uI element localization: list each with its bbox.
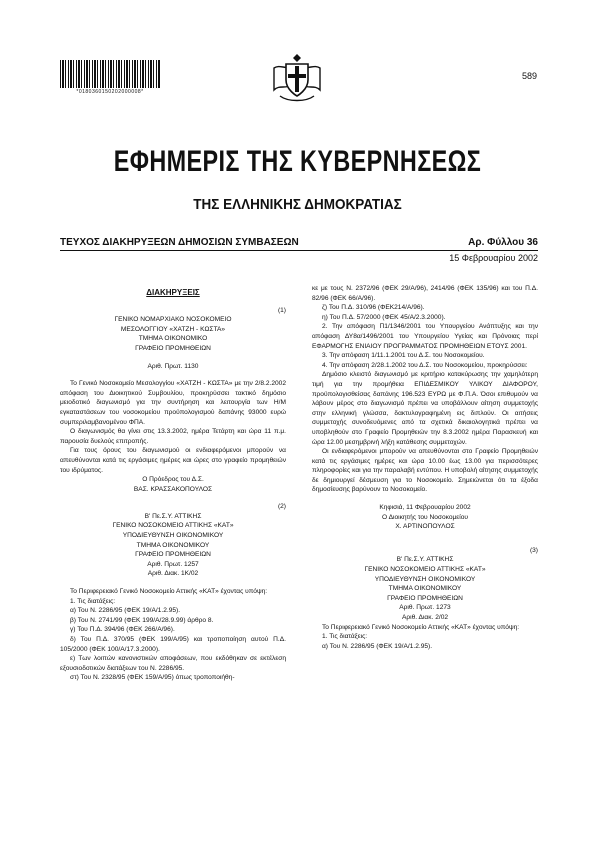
left-column (60, 288, 286, 683)
org-line: ΥΠΟΔΙΕΥΘΥΝΣΗ ΟΙΚΟΝΟΜΙΚΟΥ (122, 532, 224, 540)
right-column (312, 284, 538, 651)
tender-number: Αριθ. Διακ. 2/02 (401, 614, 449, 621)
issue-name: ΤΕΥΧΟΣ ΔΙΑΚΗΡΥΞΕΩΝ ΔΗΜΟΣΙΩΝ ΣΥΜΒΑΣΕΩΝ (60, 237, 299, 248)
issue-date: 15 Φεβρουαρίου 2002 (449, 253, 538, 263)
org-line: ΓΕΝΙΚΟ ΝΟΣΟΚΟΜΕΙΟ ΑΤΤΙΚΗΣ «ΚΑΤ» (112, 522, 234, 530)
legal-item: ζ) Του Π.Δ. 310/96 (ΦΕΚ214/Α/96). (322, 304, 425, 312)
legal-item: 2. Την απόφαση Π1/1346/2001 του Υπουργείου Ανάπτυξης και την απόφαση ΔΥ8α/1496/2001 του Υπουργείου Υγείας και Πρόνοιας περί ΕΦΑΡΜΟΓΗΣ ΕΝΙΑΙΟΥ ΠΡΟΓΡΑΜΜΑΤΟΣ ΠΡΟΜΗΘΕΙΩΝ ΕΤΟΥΣ 2001. (312, 323, 538, 350)
legal-item: στ) Του Ν. 2328/95 (ΦΕΚ 159/Α/95) όπως τροποποιήθη- (70, 674, 235, 682)
notice-number: (2) (277, 503, 286, 511)
barcode (60, 60, 160, 88)
org-line: ΤΜΗΜΑ ΟΙΚΟΝΟΜΙΚΟΥ (388, 585, 462, 593)
protocol-number: Αριθ. Πρωτ. 1257 (147, 560, 199, 568)
legal-item: κε με τους Ν. 2372/96 (ΦΕΚ 29/Α/96), 2414/96 (ΦΕΚ 135/96) και του Π.Δ. 82/96 (ΦΕΚ 66/Α/96). (312, 285, 538, 302)
notice-paragraph: Οι ενδιαφερόμενοι μπορούν να απευθύνονται στο Γραφείο Προμηθειών κατά τις εργάσιμες ημέρες και ώρα 10.00 έως 13.00 για περισσότερες πληροφορίες και για την παραλαβή εντύπου. Η υποβολή αίτησης συμμετοχής δε δημιουργεί δέσμευση για το Νοσοκομείο. Σημειώνεται ότι τα έξοδα δημοσίευσης βαρύνουν το Νοσοκομείο. (312, 448, 538, 494)
notice-intro: Το Περιφερειακό Γενικό Νοσοκομείο Αττικής «ΚΑΤ» έχοντας υπόψη: (322, 623, 520, 631)
legal-item: 4. Την απόφαση 2/28.1.2002 του Δ.Σ. του Νοσοκομείου, προκηρύσσει: (322, 361, 528, 369)
gazette-subtitle: ΤΗΣ ΕΛΛΗΝΙΚΗΣ ΔΗΜΟΚΡΑΤΙΑΣ (193, 196, 402, 213)
org-line: ΓΕΝΙΚΟ ΝΟΜΑΡΧΙΑΚΟ ΝΟΣΟΚΟΜΕΙΟ (114, 316, 232, 324)
gazette-title: ΕΦΗΜΕΡΙΣ ΤΗΣ ΚΥΒΕΡΝΗΣΕΩΣ (113, 145, 482, 178)
notice-paragraph: Το Γενικό Νοσοκομείο Μεσολογγίου «ΧΑΤΖΗ - ΚΩΣΤΑ» με την 2/8.2.2002 απόφαση του Διοικητικού Συμβουλίου, προκηρύσσει τακτικό δημόσιο μειοδοτικό διαγωνισμό για την συντήρηση και λειτουργία των Η/Μ εγκαταστάσεων του νοσοκομείου προϋπολογισμού δαπάνης 93000 ευρώ συμπεριλαμβανομένου ΦΠΑ. (60, 380, 286, 426)
legal-item: α) Του Ν. 2286/95 (ΦΕΚ 19/Α/1.2.95). (322, 642, 433, 650)
org-line: ΓΡΑΦΕΙΟ ΠΡΟΜΗΘΕΙΩΝ (387, 594, 463, 602)
org-line: ΓΡΑΦΕΙΟ ΠΡΟΜΗΘΕΙΩΝ (135, 551, 211, 559)
page-number: 589 (521, 71, 537, 81)
section-heading: ΔΙΑΚΗΡΥΞΕΙΣ (146, 288, 200, 297)
legal-item: γ) Του Π.Δ. 394/96 (ΦΕΚ 266/Α/96). (70, 626, 175, 634)
org-line: Β' Πε.Σ.Υ. ΑΤΤΙΚΗΣ (144, 512, 202, 520)
org-line: Β' Πε.Σ.Υ. ΑΤΤΙΚΗΣ (396, 556, 454, 564)
notice-paragraph: Ο διαγωνισμός θα γίνει στις 13.3.2002, ημέρα Τετάρτη και ώρα 11 π.μ. παρουσία δυελούς επιτροπής. (60, 428, 286, 445)
org-line: ΥΠΟΔΙΕΥΘΥΝΣΗ ΟΙΚΟΝΟΜΙΚΟΥ (374, 575, 476, 583)
notice-number: (1) (277, 306, 286, 314)
legal-item: α) Του Ν. 2286/95 (ΦΕΚ 19/Α/1.2.95). (70, 607, 181, 615)
signer-role: Ο Διοικητής του Νοσοκομείου (382, 513, 468, 521)
legal-item: ε) Των λοιπών κανονιστικών αποφάσεων, που εκδόθηκαν σε εκτέλεση εξουσιοδοτικών διατάξεων του Ν. 2286/95. (60, 655, 286, 672)
org-line: ΜΕΣΟΛΟΓΓΙΟΥ «ΧΑΤΖΗ - ΚΩΣΤΑ» (120, 325, 226, 333)
legal-item: β) Του Ν. 2741/99 (ΦΕΚ 199/Α/28.9.99) άρθρο 8. (70, 616, 214, 624)
org-line: ΤΜΗΜΑ ΟΙΚΟΝΟΜΙΚΟ (138, 335, 208, 343)
issue-row (60, 237, 538, 248)
legal-item: 1. Τις διατάξεις: (70, 597, 116, 605)
legal-item: 1. Τις διατάξεις: (322, 633, 368, 641)
notice-intro: Το Περιφερειακό Γενικό Νοσοκομείο Αττικής «ΚΑΤ» έχοντας υπόψη: (70, 588, 268, 596)
notice-number: (3) (529, 546, 538, 554)
protocol-number: Αριθ. Πρωτ. 1273 (399, 604, 451, 612)
legal-item: δ) Του Π.Δ. 370/95 (ΦΕΚ 199/Α/95) και τροποποίηση αυτού Π.Δ. 105/2000 (ΦΕΚ 100/Α/17.3.2000). (60, 636, 286, 653)
org-line: ΓΡΑΦΕΙΟ ΠΡΟΜΗΘΕΙΩΝ (135, 344, 211, 352)
org-line: ΓΕΝΙΚΟ ΝΟΣΟΚΟΜΕΙΟ ΑΤΤΙΚΗΣ «ΚΑΤ» (364, 566, 486, 574)
signer-name: ΒΑΣ. ΚΡΑΣΣΑΚΟΠΟΥΛΟΣ (133, 485, 213, 493)
protocol-number: Αριθ. Πρωτ. 1130 (147, 362, 199, 370)
sheet-number: Αρ. Φύλλου 36 (468, 237, 538, 248)
legal-item: 3. Την απόφαση 1/11.1.2001 του Δ.Σ. του Νοσοκομείου. (322, 352, 485, 360)
greek-coat-of-arms-icon (270, 50, 324, 104)
place-date: Κηφισιά, 11 Φεβρουαρίου 2002 (379, 504, 471, 512)
tender-number: Αριθ. Διακ. 1Κ/02 (147, 570, 199, 578)
notice-paragraph: Δημόσιο κλειστό διαγωνισμό με κριτήριο κατακύρωσης την χαμηλότερη τιμή για την προμήθεια ΕΠΙΔΕΣΜΙΚΟΥ ΥΛΙΚΟΥ ΔΙΑΦΟΡΟΥ, προϋπολογισθείσας δαπάνης 196.523 ΕΥΡΩ με Φ.Π.Α. Όσοι επιθυμούν να λάβουν μέρος στο διαγωνισμό πρέπει να υποβάλλουν αίτηση συμμετοχής στην ελληνική γλώσσα, δακτυλογραφημένη εις διπλούν. Οι αιτήσεις συμμετοχής συνοδευόμενες από τα σχετικά δικαιολογητικά πρέπει να υποβληθούν στο Γραφείο Προμηθειών την 8.3.2002 ημέρα Παρασκευή και ώρα 12.00 μεσημβρινή λήξη κατάθεσης συμμετοχών. (312, 371, 538, 446)
org-line: ΤΜΗΜΑ ΟΙΚΟΝΟΜΙΚΟΥ (136, 541, 210, 549)
signer-role: Ο Πρόεδρος του Δ.Σ. (142, 476, 204, 484)
header-divider (60, 250, 538, 251)
barcode-number: *0180360150202000008* (76, 89, 144, 95)
signer-name: Χ. ΑΡΤΙΝΟΠΟΥΛΟΣ (395, 523, 455, 531)
notice-paragraph: Για τους όρους του διαγωνισμού οι ενδιαφερόμενοι μπορούν να απευθύνονται κατά τις εργάσιμες ημέρες και ώρες στο γραφείο προμηθειών του ιδρύματος. (60, 447, 286, 474)
legal-item: η) Του Π.Δ. 57/2000 (ΦΕΚ 45/Α/2.3.2000). (322, 313, 446, 321)
